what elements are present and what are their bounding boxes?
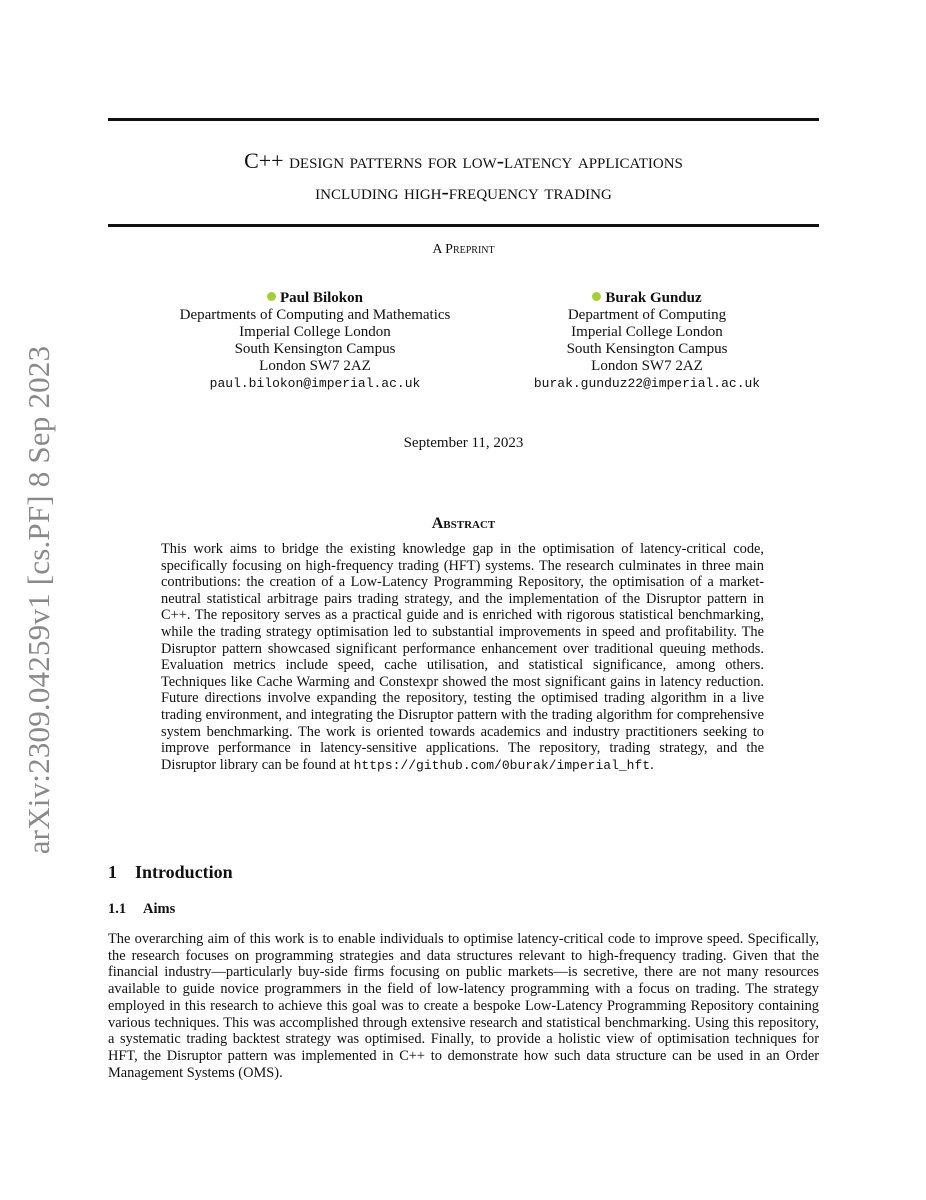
paper-title	[108, 145, 819, 207]
author-block-1	[150, 290, 480, 392]
orcid-icon[interactable]	[592, 292, 601, 301]
arxiv-identifier: arXiv:2309.04259v1 [cs.PF] 8 Sep 2023	[21, 345, 56, 855]
abstract-heading: Abstract	[431, 515, 496, 532]
title-line-2: including high-frequency trading	[315, 179, 612, 204]
preprint-label: A Preprint	[432, 242, 495, 257]
author-email[interactable]: paul.bilokon@imperial.ac.uk	[209, 376, 421, 391]
section-title: Introduction	[135, 862, 233, 882]
title-top-rule	[108, 118, 819, 121]
subsection-heading-aims	[108, 901, 175, 918]
author-institution: Imperial College London	[571, 324, 723, 340]
repository-link[interactable]: https://github.com/0burak/imperial_hft	[353, 757, 651, 773]
aims-paragraph: The overarching aim of this work is to enable individuals to optimise latency-critical code to improve speed. Specifically, the research focuses on programming strategies and data structures relevant to high-frequency trading. Given that the financial industry—particularly buy-side firms focusing on public markets—is secretive, there are not many resources available to guide novice programmers in the field of low-latency programming with a focus on trading. The strategy employed in this research to achieve this goal was to create a bespoke Low-Latency Programming Repository containing various techniques. This was accomplished through extensive research and statistical benchmarking. Using this repository, a systematic trading backtest strategy was optimised. Finally, to provide a holistic view of optimisation techniques for HFT, the Disruptor pattern was implemented in C++ to demonstrate how such data structure can be used in an Order Management Systems (OMS).	[108, 931, 819, 1081]
author-campus: South Kensington Campus	[566, 341, 728, 357]
arxiv-sidebar-stamp	[14, 340, 64, 860]
abstract-text: This work aims to bridge the existing knowledge gap in the optimisation of latency-critical code, specifically focusing on high-frequency trading (HFT) systems. The research culminates in three main contributions: the creation of a Low-Latency Programming Repository, the optimisation of a market-neutral statistical arbitrage pairs trading strategy, and the implementation of the Disruptor pattern in C++. The repository serves as a practical guide and is enriched with rigorous statistical benchmarking, while the trading strategy optimisation led to substantial improvements in speed and profitability. The Disruptor pattern showcased significant performance enhancement over traditional queuing methods. Evaluation metrics include speed, cache utilisation, and statistical significance, among others. Techniques like Cache Warming and Constexpr showed the most significant gains in latency reduction. Future directions involve expanding the repository, testing the optimised trading algorithm in a live trading environment, and integrating the Disruptor pattern with the trading algorithm for comprehensive system benchmarking. The work is oriented towards academics and industry practitioners seeking to improve performance in latency-sensitive applications. The repository, trading strategy, and the Disruptor library can be found at https://github.com/0burak/imperial_hft.	[161, 541, 764, 773]
paper-date: September 11, 2023	[403, 435, 524, 451]
section-heading-introduction	[108, 862, 233, 883]
author-department: Department of Computing	[567, 307, 727, 323]
author-block-2	[500, 290, 794, 392]
author-postcode: London SW7 2AZ	[259, 358, 371, 374]
author-postcode: London SW7 2AZ	[591, 358, 703, 374]
author-name: Paul Bilokon	[150, 290, 480, 307]
author-campus: South Kensington Campus	[234, 341, 396, 357]
author-department: Departments of Computing and Mathematics	[179, 307, 451, 323]
author-email[interactable]: burak.gunduz22@imperial.ac.uk	[533, 376, 761, 391]
subsection-title: Aims	[143, 901, 176, 917]
title-line-1: C++ design patterns for low-latency applications	[244, 148, 683, 173]
title-bottom-rule	[108, 224, 819, 227]
section-number: 1	[108, 862, 117, 882]
subsection-number: 1.1	[108, 901, 127, 917]
orcid-icon[interactable]	[267, 292, 276, 301]
author-institution: Imperial College London	[239, 324, 391, 340]
author-name: Burak Gunduz	[500, 290, 794, 307]
